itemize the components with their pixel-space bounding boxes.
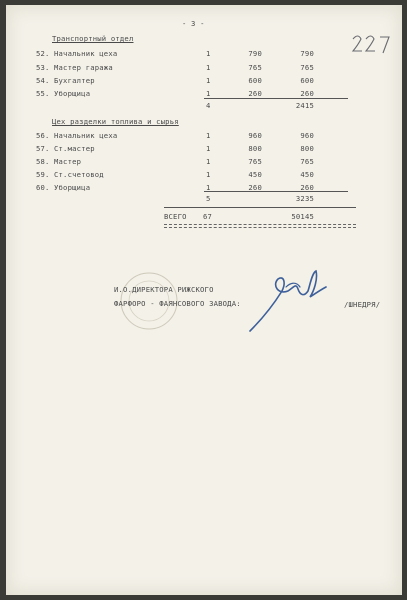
subtotal-rule bbox=[204, 98, 348, 99]
row-count: 1 bbox=[206, 89, 211, 98]
grand-total-count: 67 bbox=[203, 212, 213, 221]
folio-number bbox=[350, 31, 400, 61]
document-page bbox=[6, 5, 402, 595]
row-total: 790 bbox=[300, 49, 314, 58]
row-salary: 960 bbox=[248, 131, 262, 140]
row-count: 1 bbox=[206, 76, 211, 85]
row-salary: 765 bbox=[248, 63, 262, 72]
row-count: 1 bbox=[206, 63, 211, 72]
row-count: 1 bbox=[206, 170, 211, 179]
row-number: 55. bbox=[36, 89, 50, 98]
section-heading: Цех разделки топлива и сырья bbox=[52, 117, 179, 126]
grand-total-value: 50145 bbox=[291, 212, 314, 221]
row-title: Мастер bbox=[54, 157, 82, 166]
subtotal-count: 5 bbox=[206, 194, 211, 203]
row-title: Мастер гаража bbox=[54, 63, 113, 72]
row-number: 58. bbox=[36, 157, 50, 166]
grand-total-double-rule bbox=[164, 224, 356, 225]
row-number: 52. bbox=[36, 49, 50, 58]
subtotal-total: 2415 bbox=[295, 101, 314, 110]
row-total: 450 bbox=[300, 170, 314, 179]
row-count: 1 bbox=[206, 131, 211, 140]
row-total: 765 bbox=[300, 157, 314, 166]
row-salary: 260 bbox=[248, 89, 262, 98]
row-number: 57. bbox=[36, 144, 50, 153]
grand-total-rule bbox=[164, 207, 356, 208]
row-salary: 450 bbox=[248, 170, 262, 179]
row-total: 800 bbox=[300, 144, 314, 153]
subtotal-rule bbox=[204, 191, 348, 192]
section-heading: Транспортный отдел bbox=[52, 34, 134, 43]
row-salary: 765 bbox=[248, 157, 262, 166]
row-number: 59. bbox=[36, 170, 50, 179]
row-number: 53. bbox=[36, 63, 50, 72]
row-title: Начальник цеха bbox=[54, 131, 118, 140]
row-count: 1 bbox=[206, 49, 211, 58]
row-number: 56. bbox=[36, 131, 50, 140]
row-salary: 260 bbox=[248, 183, 262, 192]
row-salary: 600 bbox=[248, 76, 262, 85]
subtotal-count: 4 bbox=[206, 101, 211, 110]
row-title: Ст.мастер bbox=[54, 144, 95, 153]
row-title: Уборщица bbox=[54, 183, 91, 192]
row-count: 1 bbox=[206, 183, 211, 192]
row-total: 960 bbox=[300, 131, 314, 140]
row-salary: 790 bbox=[248, 49, 262, 58]
signatory-title-line2: ФАРФОРО - ФАЯНСОВОГО ЗАВОДА: bbox=[114, 299, 241, 308]
signatory-name: /ШНЕДРЯ/ bbox=[344, 300, 381, 309]
row-total: 765 bbox=[300, 63, 314, 72]
row-total: 260 bbox=[300, 89, 314, 98]
row-salary: 800 bbox=[248, 144, 262, 153]
row-count: 1 bbox=[206, 157, 211, 166]
row-total: 600 bbox=[300, 76, 314, 85]
row-title: Ст.счетовод bbox=[54, 170, 104, 179]
row-number: 54. bbox=[36, 76, 50, 85]
row-title: Уборщица bbox=[54, 89, 91, 98]
row-title: Начальник цеха bbox=[54, 49, 118, 58]
handwritten-signature bbox=[242, 261, 332, 345]
grand-total-label: ВСЕГО bbox=[164, 212, 187, 221]
row-number: 60. bbox=[36, 183, 50, 192]
grand-total-double-rule bbox=[164, 227, 356, 228]
row-title: Бухгалтер bbox=[54, 76, 95, 85]
row-total: 260 bbox=[300, 183, 314, 192]
subtotal-total: 3235 bbox=[295, 194, 314, 203]
signatory-title-line1: И.О.ДИРЕКТОРА РИЖСКОГО bbox=[114, 285, 214, 294]
page-number: - 3 - bbox=[182, 19, 205, 28]
row-count: 1 bbox=[206, 144, 211, 153]
